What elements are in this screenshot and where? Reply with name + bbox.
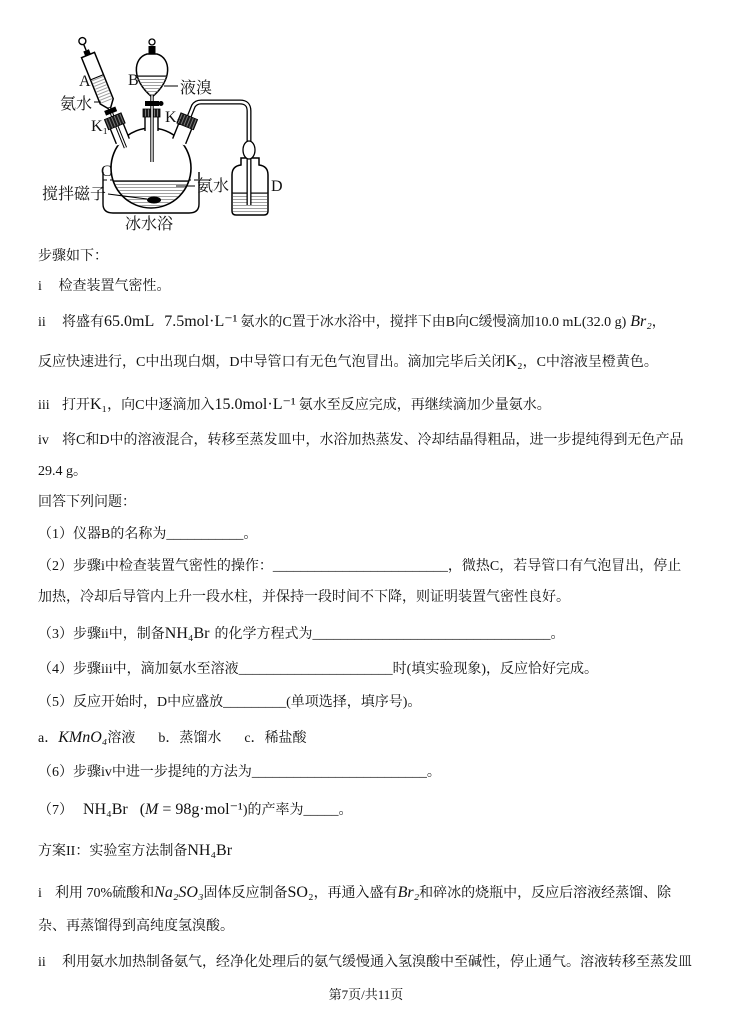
question-1 bbox=[38, 525, 257, 545]
molar-mass-value: = 98g·mol⁻¹ bbox=[158, 801, 243, 818]
ammonia-concentration: 15.0mol·L⁻¹ bbox=[214, 396, 296, 413]
question-text: （6）步骤iv中进一步提纯的方法为_________________________。 bbox=[38, 765, 441, 780]
question-text: （4）步骤iii中，滴加氨水至溶液______________________时(填实验现象)，反应恰好完成。 bbox=[38, 662, 598, 677]
label-liquid-bromine: 液溴 bbox=[180, 80, 213, 97]
plan-2-heading bbox=[38, 841, 232, 862]
question-6 bbox=[38, 763, 441, 783]
ammonium-bromide-formula: NH₄Br bbox=[83, 801, 128, 818]
label-stir-bar: 搅拌磁子 bbox=[42, 186, 107, 203]
step-text: ， bbox=[651, 315, 666, 330]
question-5-options bbox=[38, 728, 307, 749]
label-a: A bbox=[79, 73, 91, 90]
plan-2-para-2 bbox=[38, 917, 234, 937]
ammonium-bromide-formula: NH₄Br bbox=[187, 842, 233, 859]
label-d: D bbox=[271, 178, 283, 195]
step-text: 将盛有 bbox=[62, 315, 104, 330]
page-number: 第7页/共11页 bbox=[328, 987, 404, 1002]
step-number: i bbox=[38, 279, 42, 294]
step-text: 反应快速进行，C中出现白烟，D中导管口有无色气泡冒出。滴加完毕后关闭 bbox=[38, 355, 506, 370]
label-ammonia-left: 氨水 bbox=[60, 96, 93, 113]
plan-heading-text: 方案II：实验室方法制备 bbox=[38, 844, 188, 859]
option-c bbox=[244, 731, 306, 746]
permanganate-formula: KMnO₄ bbox=[58, 729, 108, 746]
label-c: C bbox=[101, 163, 112, 180]
step-number: iv bbox=[38, 433, 49, 448]
step-text: 氨水至反应完成，再继续滴加少量氨水。 bbox=[298, 398, 551, 413]
plan-2-para-1 bbox=[38, 883, 671, 904]
steps-heading-text: 步骤如下： bbox=[38, 249, 108, 264]
option-a bbox=[38, 731, 135, 746]
step-text: 检查装置气密性。 bbox=[58, 279, 171, 294]
step-text: 利用氨水加热制备氨气，经净化处理后的氨气缓慢通入氢溴酸中至碱性，停止通气。溶液转移至蒸发皿 bbox=[62, 955, 692, 970]
label-ice-bath: 冰水浴 bbox=[125, 216, 174, 233]
sodium-sulfite-formula: Na₂SO₃ bbox=[154, 884, 204, 901]
question-number: （7） bbox=[38, 803, 73, 818]
question-2-line-1 bbox=[38, 557, 681, 577]
plan-2-para-3 bbox=[38, 953, 692, 973]
bromine-formula: Br₂ bbox=[397, 884, 420, 901]
step-text: ，C中溶液呈橙黄色。 bbox=[522, 355, 658, 370]
question-text: （2）步骤i中检查装置气密性的操作：_________________________，微热C，若导管口有气泡冒出，停止 bbox=[38, 559, 682, 574]
funnel-b-stopper bbox=[149, 46, 156, 54]
question-7 bbox=[38, 800, 353, 821]
question-2-line-2 bbox=[38, 588, 570, 608]
step-number: ii bbox=[38, 955, 46, 970]
option-key: a． bbox=[38, 731, 59, 746]
question-text: （1）仪器B的名称为___________。 bbox=[38, 527, 258, 542]
question-text: )的产率为_____。 bbox=[242, 803, 353, 818]
step-text: 固体反应制备 bbox=[203, 886, 288, 901]
step-text: 和碎冰的烧瓶中，反应后溶液经蒸馏、除 bbox=[419, 886, 672, 901]
step-text: 将C和D中的溶液混合，转移至蒸发皿中，水浴加热蒸发、冷却结晶得粗品，进一步提纯得到无色产品 bbox=[62, 433, 684, 448]
question-4 bbox=[38, 660, 598, 680]
step-text: 利用 70%硫酸和 bbox=[55, 886, 155, 901]
step-text: 杂、再蒸馏得到高纯度氢溴酸。 bbox=[38, 919, 234, 934]
option-text: 稀盐酸 bbox=[264, 731, 307, 746]
step-2-line-1 bbox=[38, 312, 666, 333]
option-text: 溶液 bbox=[107, 731, 136, 746]
question-5 bbox=[38, 693, 421, 713]
stir-bar bbox=[147, 197, 161, 204]
step-text: 打开 bbox=[62, 398, 90, 413]
option-key: c． bbox=[244, 731, 265, 746]
question-text: （3）步骤ii中，制备 bbox=[38, 627, 165, 642]
safety-bulb bbox=[243, 141, 255, 159]
question-3 bbox=[38, 624, 564, 645]
step-3 bbox=[38, 395, 551, 416]
questions-heading-text: 回答下列问题： bbox=[38, 495, 136, 510]
label-ammonia-right: 氨水 bbox=[197, 178, 230, 195]
valve-k2: K₂ bbox=[505, 353, 523, 370]
step-number: iii bbox=[38, 398, 50, 413]
questions-heading bbox=[38, 493, 136, 513]
stopcock-k2 bbox=[145, 101, 159, 106]
label-k2: K₂ bbox=[165, 109, 183, 126]
ammonia-concentration: 7.5mol·L⁻¹ bbox=[164, 313, 238, 330]
step-2-line-2 bbox=[38, 352, 658, 373]
step-1 bbox=[38, 277, 171, 297]
option-text: 蒸馏水 bbox=[179, 731, 222, 746]
step-text: 氨水的C置于冰水浴中，搅拌下由B向C缓慢滴加10.0 mL(32.0 g) bbox=[240, 315, 627, 330]
ammonia-volume: 65.0mL bbox=[104, 313, 155, 330]
sulfur-dioxide-formula: SO₂ bbox=[287, 884, 314, 901]
step-text: 29.4 g。 bbox=[38, 464, 87, 479]
option-b bbox=[158, 731, 221, 746]
molar-mass-symbol: M bbox=[145, 801, 159, 818]
step-text: ，向C中逐滴加入 bbox=[107, 398, 215, 413]
step-4-line-1 bbox=[38, 431, 683, 451]
label-b: B bbox=[128, 72, 139, 89]
valve-k1: K₁ bbox=[90, 396, 108, 413]
question-text: 加热，冷却后导管内上升一段水柱，并保持一段时间不下降，则证明装置气密性良好。 bbox=[38, 590, 570, 605]
bromine-formula: Br₂ bbox=[630, 313, 652, 330]
steps-heading bbox=[38, 247, 108, 267]
step-text: ，再通入盛有 bbox=[313, 886, 398, 901]
paren-open: ( bbox=[139, 801, 146, 818]
question-text: 的化学方程式为__________________________________。 bbox=[214, 627, 565, 642]
page-footer bbox=[0, 986, 732, 1004]
label-k1: K₁ bbox=[91, 118, 109, 135]
step-4-line-2 bbox=[38, 462, 87, 482]
step-number: i bbox=[38, 886, 42, 901]
step-number: ii bbox=[38, 315, 46, 330]
option-key: b． bbox=[158, 731, 180, 746]
question-text: （5）反应开始时，D中应盛放_________(单项选择，填序号)。 bbox=[38, 695, 422, 710]
apparatus-figure bbox=[0, 0, 330, 240]
ammonium-bromide-formula: NH₄Br bbox=[164, 625, 210, 642]
